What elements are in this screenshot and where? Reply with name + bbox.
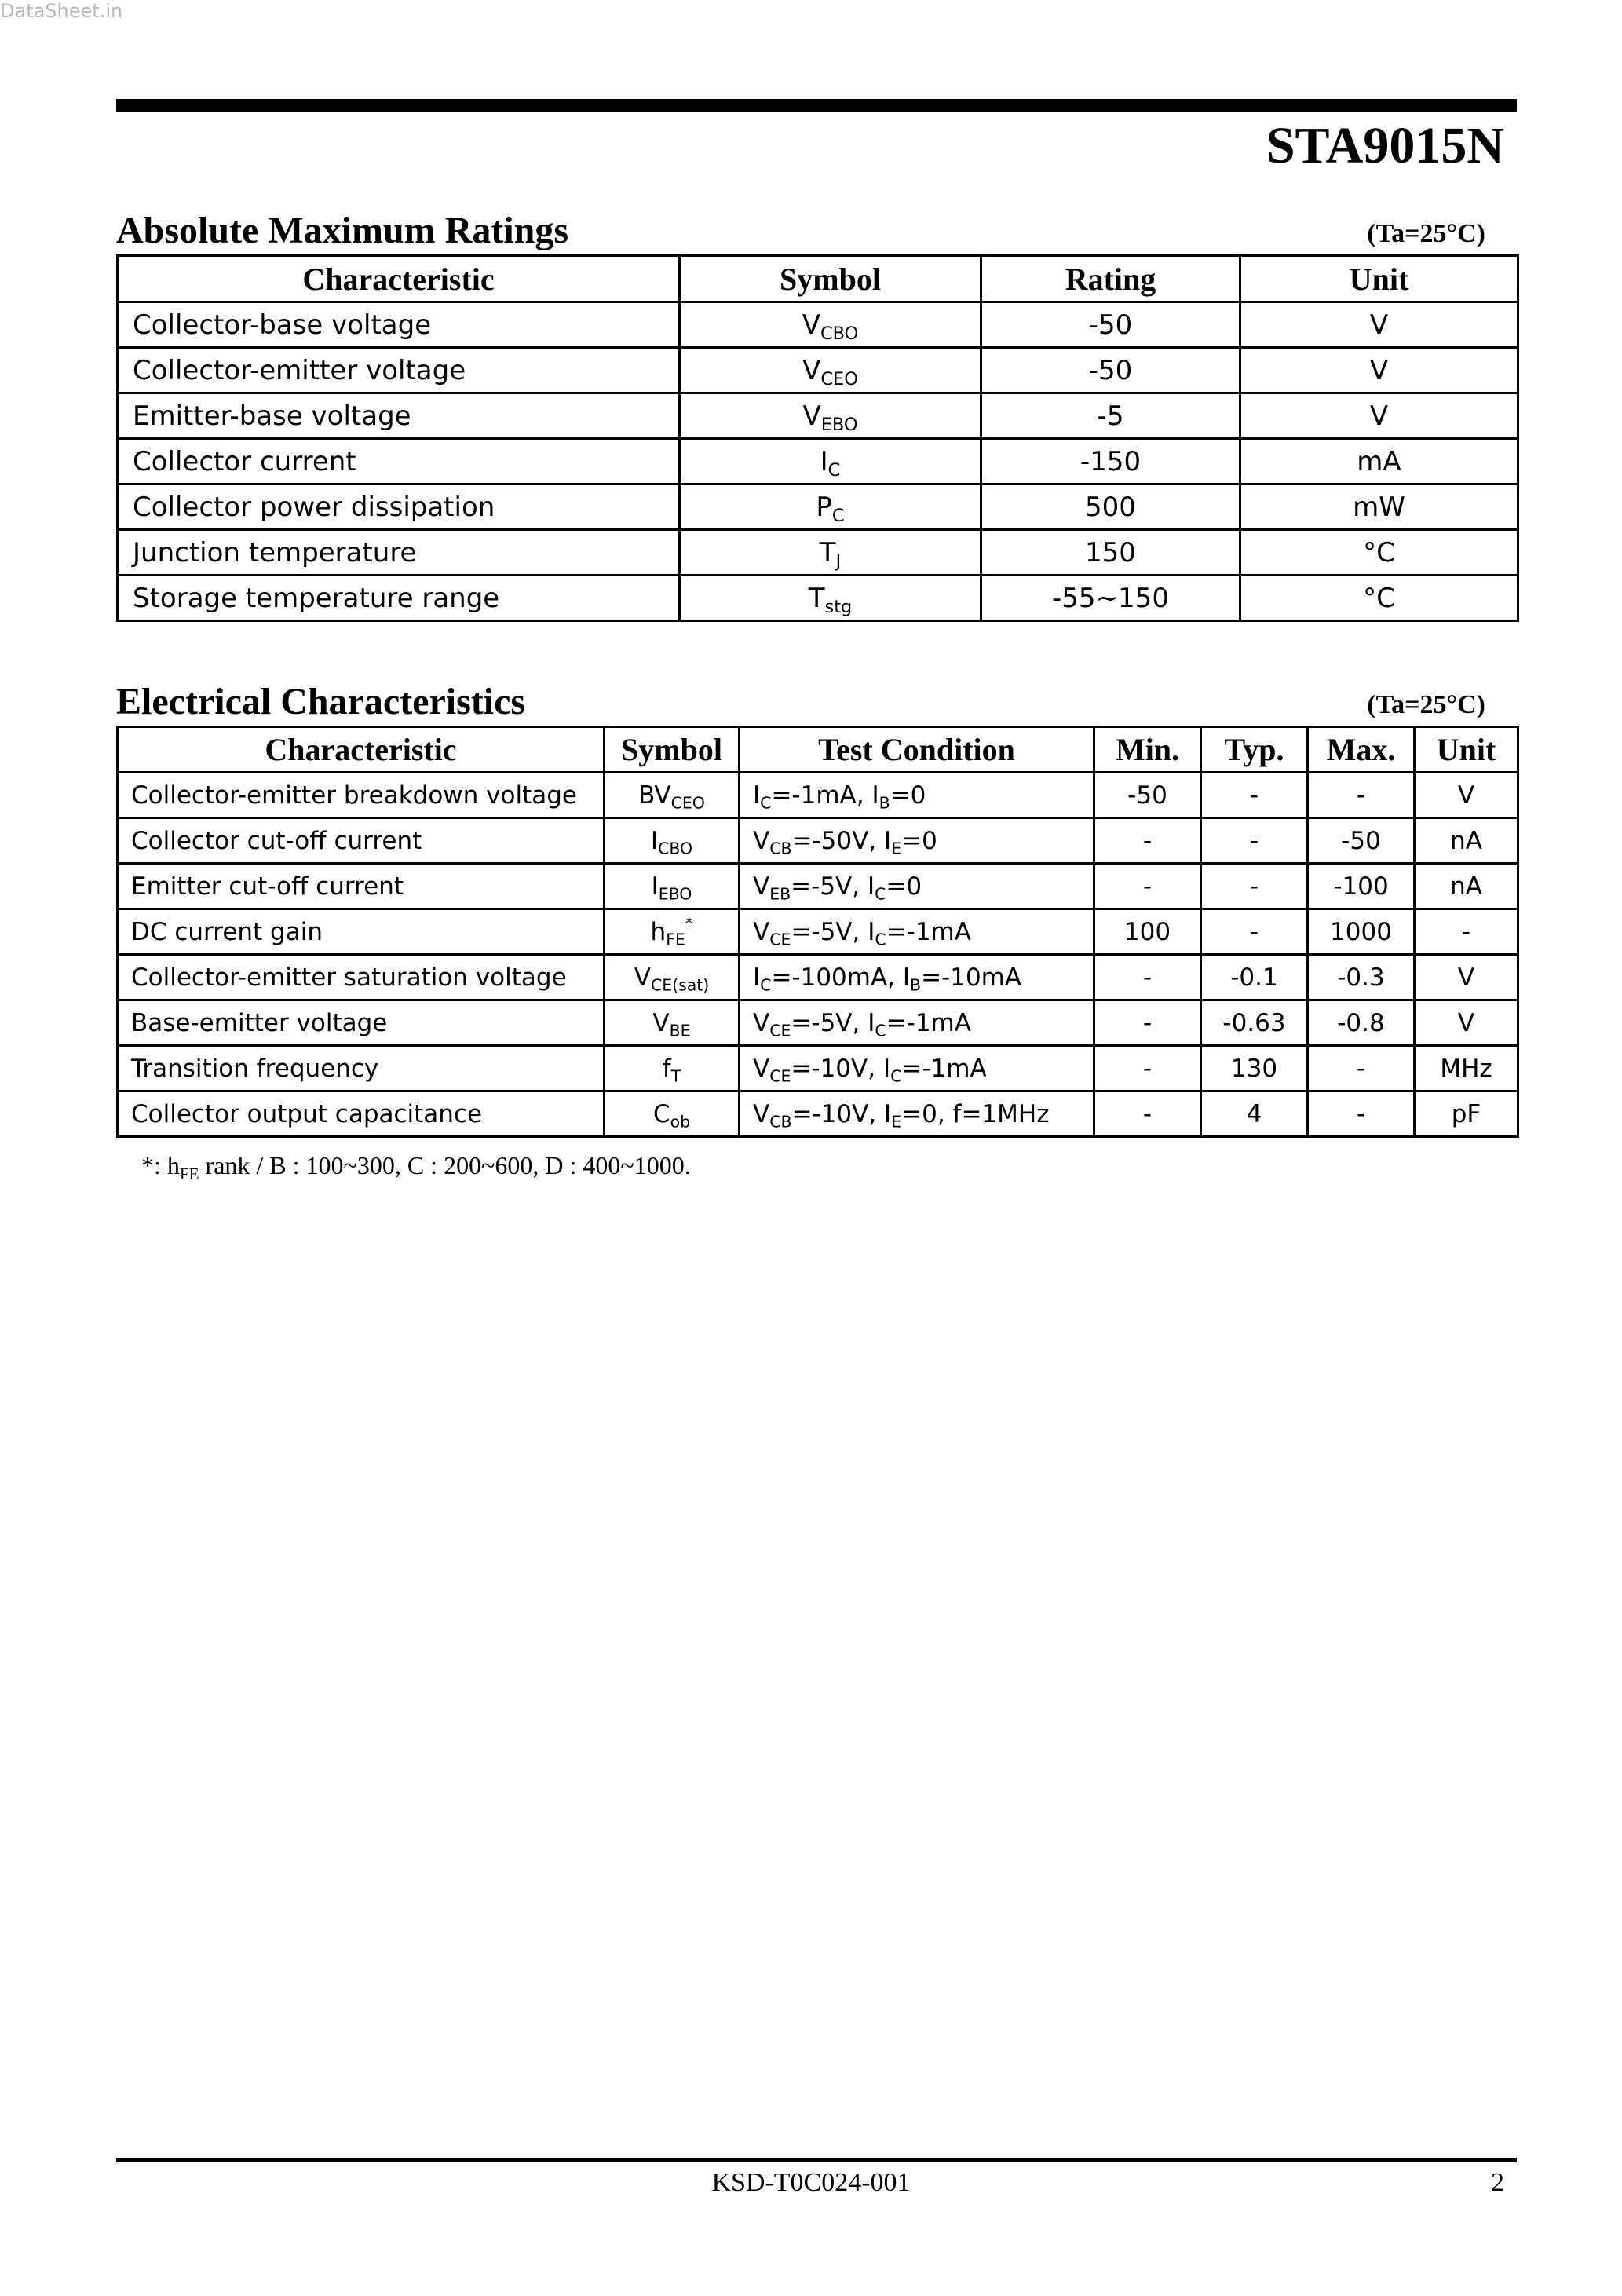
abs-max-title: Absolute Maximum Ratings xyxy=(116,210,569,251)
min-cell: - xyxy=(1094,955,1201,1000)
max-cell: - xyxy=(1308,773,1415,818)
characteristic-cell: Collector current xyxy=(118,439,680,484)
unit-cell: V xyxy=(1240,393,1518,439)
abs-max-condition: (Ta=25°C) xyxy=(1367,219,1485,248)
table-row xyxy=(118,530,1518,576)
table-header-row xyxy=(118,256,1518,302)
min-cell: - xyxy=(1094,1000,1201,1046)
min-cell: - xyxy=(1094,818,1201,864)
table-row xyxy=(118,864,1518,909)
symbol-cell: $T_{stg}$ xyxy=(680,576,981,621)
min-cell: - xyxy=(1094,864,1201,909)
table-row xyxy=(118,773,1518,818)
max-cell: -50 xyxy=(1308,818,1415,864)
min-cell: - xyxy=(1094,1091,1201,1137)
table-row xyxy=(118,909,1518,955)
watermark: DataSheet.in xyxy=(0,0,123,22)
symbol-cell: $h_{FE}^*$ xyxy=(605,909,740,955)
min-cell: - xyxy=(1094,1046,1201,1091)
symbol-cell: $V_{EBO}$ xyxy=(680,393,981,439)
characteristic-cell: Collector-emitter voltage xyxy=(118,348,680,393)
table-row xyxy=(118,1091,1518,1137)
table-row xyxy=(118,576,1518,621)
unit-cell: V xyxy=(1240,302,1518,348)
col-header-unit: Unit xyxy=(1240,256,1518,302)
min-cell: -50 xyxy=(1094,773,1201,818)
unit-cell: V xyxy=(1415,955,1518,1000)
max-cell: 1000 xyxy=(1308,909,1415,955)
rating-cell: -55~150 xyxy=(981,576,1240,621)
elec-char-table xyxy=(116,726,1519,1138)
table-row xyxy=(118,955,1518,1000)
max-cell: - xyxy=(1308,1091,1415,1137)
test-condition-cell: $I_C=-100mA$, $I_B=-10mA$ xyxy=(740,955,1094,1000)
typ-cell: - xyxy=(1201,864,1308,909)
characteristic-cell: Collector output capacitance xyxy=(118,1091,605,1137)
characteristic-cell: Transition frequency xyxy=(118,1046,605,1091)
symbol-cell: $f_T$ xyxy=(605,1046,740,1091)
characteristic-cell: Emitter-base voltage xyxy=(118,393,680,439)
symbol-cell: $BV_{CEO}$ xyxy=(605,773,740,818)
unit-cell: nA xyxy=(1415,818,1518,864)
characteristic-cell: Junction temperature xyxy=(118,530,680,576)
top-rule xyxy=(116,99,1517,112)
col-header-symbol: Symbol xyxy=(605,727,740,773)
table-row xyxy=(118,439,1518,484)
unit-cell: mW xyxy=(1240,484,1518,530)
bottom-rule xyxy=(116,2158,1517,2162)
page-number: 2 xyxy=(1491,2168,1504,2197)
characteristic-cell: Collector-base voltage xyxy=(118,302,680,348)
typ-cell: -0.1 xyxy=(1201,955,1308,1000)
unit-cell: - xyxy=(1415,909,1518,955)
unit-cell: mA xyxy=(1240,439,1518,484)
min-cell: 100 xyxy=(1094,909,1201,955)
symbol-cell: $I_C$ xyxy=(680,439,981,484)
typ-cell: - xyxy=(1201,773,1308,818)
symbol-cell: $I_{CBO}$ xyxy=(605,818,740,864)
unit-cell: MHz xyxy=(1415,1046,1518,1091)
unit-cell: V xyxy=(1415,773,1518,818)
table-row xyxy=(118,393,1518,439)
test-condition-cell: $V_{CE}=-10V$, $I_C=-1mA$ xyxy=(740,1046,1094,1091)
test-condition-cell: $I_C=-1mA$, $I_B=0$ xyxy=(740,773,1094,818)
table-header-row xyxy=(118,727,1518,773)
characteristic-cell: Collector power dissipation xyxy=(118,484,680,530)
symbol-cell: $P_C$ xyxy=(680,484,981,530)
col-header-typ: Typ. xyxy=(1201,727,1308,773)
part-number: STA9015N xyxy=(1266,117,1504,174)
symbol-cell: $T_J$ xyxy=(680,530,981,576)
max-cell: -0.3 xyxy=(1308,955,1415,1000)
col-header-min: Min. xyxy=(1094,727,1201,773)
typ-cell: 4 xyxy=(1201,1091,1308,1137)
max-cell: - xyxy=(1308,1046,1415,1091)
unit-cell: pF xyxy=(1415,1091,1518,1137)
characteristic-cell: Collector cut-off current xyxy=(118,818,605,864)
elec-char-condition: (Ta=25°C) xyxy=(1367,690,1485,719)
characteristic-cell: Collector-emitter saturation voltage xyxy=(118,955,605,1000)
symbol-cell: $V_{BE}$ xyxy=(605,1000,740,1046)
col-header-characteristic: Characteristic xyxy=(118,256,680,302)
characteristic-cell: DC current gain xyxy=(118,909,605,955)
max-cell: -100 xyxy=(1308,864,1415,909)
rating-cell: -150 xyxy=(981,439,1240,484)
abs-max-table xyxy=(116,254,1519,622)
test-condition-cell: $V_{EB}=-5V$, $I_C=0$ xyxy=(740,864,1094,909)
symbol-cell: $C_{ob}$ xyxy=(605,1091,740,1137)
col-header-test-condition: Test Condition xyxy=(740,727,1094,773)
unit-cell: V xyxy=(1415,1000,1518,1046)
document-code: KSD-T0C024-001 xyxy=(711,2168,911,2197)
max-cell: -0.8 xyxy=(1308,1000,1415,1046)
table-row xyxy=(118,484,1518,530)
test-condition-cell: $V_{CE}=-5V$, $I_C=-1mA$ xyxy=(740,1000,1094,1046)
unit-cell: °C xyxy=(1240,576,1518,621)
test-condition-cell: $V_{CB}=-10V$, $I_E=0$, f=1MHz xyxy=(740,1091,1094,1137)
unit-cell: V xyxy=(1240,348,1518,393)
rating-cell: 150 xyxy=(981,530,1240,576)
symbol-cell: $V_{CE(sat)}$ xyxy=(605,955,740,1000)
table-row xyxy=(118,1046,1518,1091)
table-row xyxy=(118,818,1518,864)
table-row xyxy=(118,348,1518,393)
symbol-cell: $V_{CEO}$ xyxy=(680,348,981,393)
rating-cell: -50 xyxy=(981,348,1240,393)
typ-cell: -0.63 xyxy=(1201,1000,1308,1046)
rating-cell: 500 xyxy=(981,484,1240,530)
elec-char-title: Electrical Characteristics xyxy=(116,681,526,722)
typ-cell: 130 xyxy=(1201,1046,1308,1091)
characteristic-cell: Collector-emitter breakdown voltage xyxy=(118,773,605,818)
rating-cell: -50 xyxy=(981,302,1240,348)
typ-cell: - xyxy=(1201,818,1308,864)
characteristic-cell: Emitter cut-off current xyxy=(118,864,605,909)
col-header-unit: Unit xyxy=(1415,727,1518,773)
table-row xyxy=(118,1000,1518,1046)
characteristic-cell: Base-emitter voltage xyxy=(118,1000,605,1046)
typ-cell: - xyxy=(1201,909,1308,955)
unit-cell: nA xyxy=(1415,864,1518,909)
col-header-characteristic: Characteristic xyxy=(118,727,605,773)
col-header-max: Max. xyxy=(1308,727,1415,773)
hfe-rank-footnote: *: $h_{FE}$ rank / B : 100~300, C : 200~600, D : 400~1000. xyxy=(141,1151,691,1183)
symbol-cell: $V_{CBO}$ xyxy=(680,302,981,348)
test-condition-cell: $V_{CE}=-5V$, $I_C=-1mA$ xyxy=(740,909,1094,955)
unit-cell: °C xyxy=(1240,530,1518,576)
table-row xyxy=(118,302,1518,348)
col-header-symbol: Symbol xyxy=(680,256,981,302)
col-header-rating: Rating xyxy=(981,256,1240,302)
test-condition-cell: $V_{CB}=-50V$, $I_E=0$ xyxy=(740,818,1094,864)
symbol-cell: $I_{EBO}$ xyxy=(605,864,740,909)
rating-cell: -5 xyxy=(981,393,1240,439)
characteristic-cell: Storage temperature range xyxy=(118,576,680,621)
